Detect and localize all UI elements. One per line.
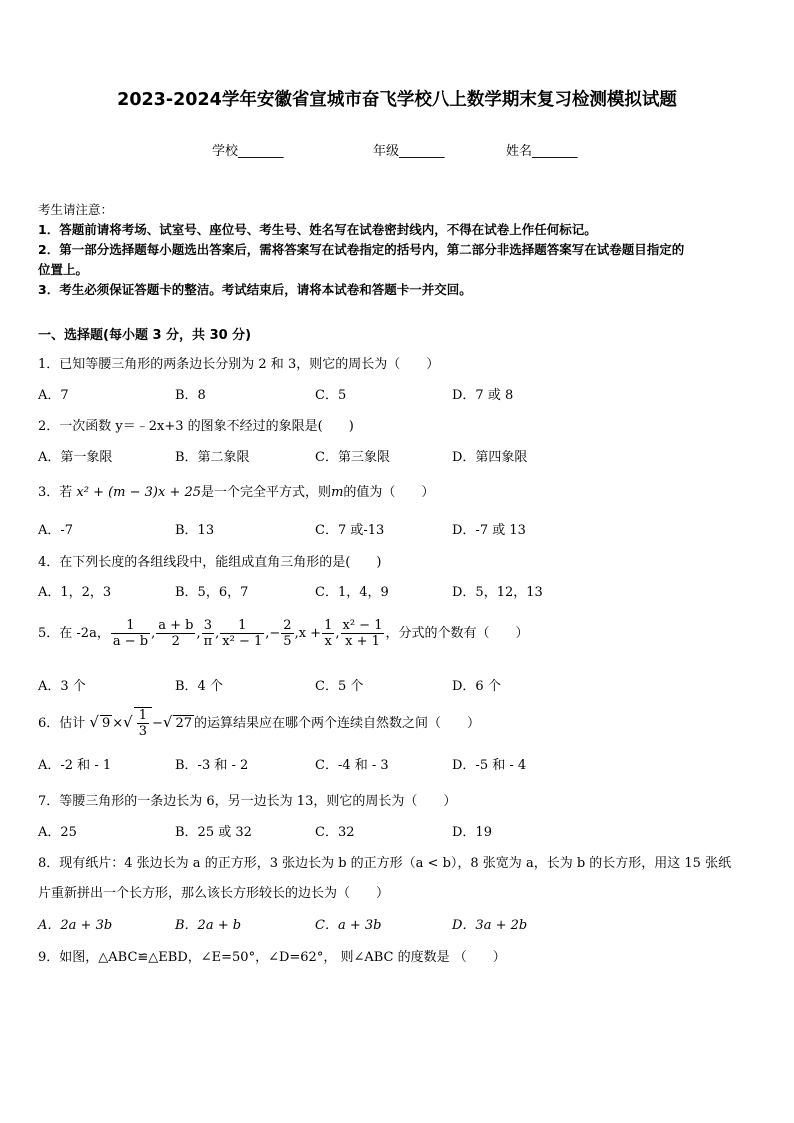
option-b: B．5，6，7 [175, 585, 249, 600]
fraction-term [111, 618, 150, 649]
fraction-denominator: x + 1 [345, 634, 380, 649]
fraction-term [137, 708, 149, 739]
question-3-prefix: 3．若 [38, 485, 77, 500]
fraction-denominator: a − b [112, 634, 149, 649]
option-d: D．-7 或 13 [452, 523, 526, 538]
fraction-numerator: a + b [158, 618, 194, 633]
question-3-middle: 是一个完全平方式，则 [201, 485, 332, 500]
option-c: C．32 [315, 825, 355, 840]
option-b: B．25 或 32 [175, 825, 252, 840]
question-3-suffix: 的值为（ ） [343, 485, 435, 500]
option-a: A．-2 和 - 1 [38, 758, 112, 773]
option-c: C．5 个 [315, 679, 364, 694]
question-5-suffix: ，分式的个数有（ ） [385, 626, 529, 641]
question-7: 7．等腰三角形的一条边长为 6，另一边长为 13，则它的周长为（ ） [38, 794, 457, 809]
fraction-denominator: x² − 1 [222, 634, 263, 649]
fraction-denominator: x [324, 634, 332, 649]
fraction-sign: − [269, 626, 281, 641]
option-c: C．-4 和 - 3 [315, 758, 389, 773]
question-5-options [38, 675, 738, 695]
question-1: 1．已知等腰三角形的两条边长分别为 2 和 3，则它的周长为（ ） [38, 357, 440, 372]
fraction-denominator: π [203, 634, 213, 649]
radical-sign-icon: √ [123, 713, 133, 731]
fraction-denominator: 3 [138, 724, 147, 739]
grade-field: 年级_______ [373, 144, 445, 159]
option-a: A．7 [38, 388, 69, 403]
radicand: 27 [175, 716, 193, 731]
notes-item: 2．第一部分选择题每小题选出答案后，需将答案写在试卷指定的括号内，第二部分非选择题答案写在试卷题目指定的 [38, 242, 685, 257]
question-6-options [38, 754, 738, 774]
option-d: D．5，12，13 [452, 585, 543, 600]
option-c: C．a + 3b [315, 918, 382, 933]
question-6-prefix: 6．估计 [38, 716, 90, 731]
exam-notes [38, 200, 763, 300]
question-8-options [38, 914, 738, 934]
minus-sign: − [152, 716, 163, 731]
fraction-term [341, 618, 385, 649]
option-b: B．13 [175, 523, 215, 538]
student-info-row [0, 140, 794, 160]
fraction-numerator: 1 [111, 618, 150, 634]
option-b: B．8 [175, 388, 206, 403]
notes-item: 3．考生必须保证答题卡的整洁。考试结束后，请将本试卷和答题卡一并交回。 [38, 282, 472, 297]
school-field: 学校_______ [212, 144, 284, 159]
option-d: D．7 或 8 [452, 388, 514, 403]
question-7-options [38, 821, 738, 841]
option-a: A．第一象限 [38, 450, 113, 465]
fraction-prefix: x + [298, 626, 322, 641]
question-5: 5．在 -2a， $\frac{1}{a - b}$ , $\frac{a + b}{2}$ , $\frac{3}{\pi}$ , $\frac{1}{\text{x² − 1}}$ ,− $\frac{2}{5}$ ,x + $\frac{1}{x}$ , $\frac{\text{x² − 1}}{x + 1}$ ，分式的个数有（ ） [38, 618, 529, 649]
option-d: D．19 [452, 825, 492, 840]
fraction-numerator: x² − 1 [342, 618, 383, 633]
question-2-options [38, 446, 738, 466]
option-a: A．3 个 [38, 679, 86, 694]
option-a: A．2a + 3b [38, 918, 113, 933]
option-a: A．1，2，3 [38, 585, 112, 600]
option-b: B．第二象限 [175, 450, 250, 465]
notes-item: 位置上。 [38, 262, 89, 277]
question-8-line-1: 8．现有纸片：4 张边长为 a 的正方形，3 张边长为 b 的正方形（a < b），8 张宽为 a，长为 b 的长方形，用这 15 张纸 [38, 856, 732, 871]
question-2: 2．一次函数 y＝﹣2x+3 的图象不经过的象限是( ) [38, 419, 354, 434]
exam-title: 2023-2024学年安徽省宣城市奋飞学校八上数学期末复习检测模拟试题 [117, 90, 677, 110]
fraction-term [281, 618, 293, 649]
fraction-numerator: 3 [202, 618, 215, 634]
option-c: C．7 或-13 [315, 523, 385, 538]
fraction-term [220, 618, 264, 649]
fraction-denominator: 5 [283, 634, 292, 649]
fraction-denominator: 2 [171, 634, 180, 649]
option-a: A．25 [38, 825, 77, 840]
option-d: D．3a + 2b [452, 918, 528, 933]
question-3 [38, 481, 434, 500]
fraction-term [202, 618, 215, 649]
question-3-options [38, 519, 738, 539]
section-heading: 一、选择题(每小题 3 分，共 30 分) [38, 328, 252, 343]
radicand: 9 [101, 716, 111, 731]
question-4-options [38, 581, 738, 601]
fraction-numerator: 1 [324, 618, 333, 633]
fraction-term [156, 618, 195, 649]
option-c: C．5 [315, 388, 347, 403]
name-field: 姓名_______ [506, 144, 578, 159]
fraction-numerator: 1 [220, 618, 264, 634]
option-b: B．4 个 [175, 679, 223, 694]
question-6-suffix: 的运算结果应在哪个两个连续自然数之间（ ） [194, 716, 481, 731]
times-sign: × [112, 716, 124, 731]
question-9: 9．如图，△ABC≌△EBD，∠E=50°，∠D=62°， 则∠ABC 的度数是 （ ） [38, 950, 506, 965]
option-a: A．-7 [38, 523, 74, 538]
question-6 [38, 707, 480, 739]
option-d: D．-5 和 - 4 [452, 758, 527, 773]
question-8-line-2: 片重新拼出一个长方形，那么该长方形较长的边长为（ ） [38, 886, 390, 901]
notes-item: 1．答题前请将考场、试室号、座位号、考生号、姓名写在试卷密封线内，不得在试卷上作任何标记。 [38, 222, 597, 237]
option-b: B．2a + b [175, 918, 242, 933]
question-5-prefix: 5．在 -2a， [38, 626, 110, 641]
option-c: C．1，4，9 [315, 585, 389, 600]
radicand-fraction [134, 707, 152, 739]
fraction-numerator: 2 [283, 618, 292, 633]
option-c: C．第三象限 [315, 450, 390, 465]
option-d: D．6 个 [452, 679, 501, 694]
radical-sign-icon: √ [89, 713, 99, 731]
notes-heading: 考生请注意： [38, 202, 114, 217]
fraction-numerator: 1 [138, 708, 147, 723]
question-3-expression: x² + (m − 3)x + 25 [76, 485, 202, 500]
fraction-term [322, 618, 334, 649]
question-4: 4．在下列长度的各组线段中，能组成直角三角形的是( ) [38, 555, 382, 570]
option-d: D．第四象限 [452, 450, 528, 465]
question-3-variable: m [331, 485, 344, 500]
radical-sign-icon: √ [162, 713, 173, 731]
option-b: B．-3 和 - 2 [175, 758, 249, 773]
question-1-options [38, 384, 738, 404]
